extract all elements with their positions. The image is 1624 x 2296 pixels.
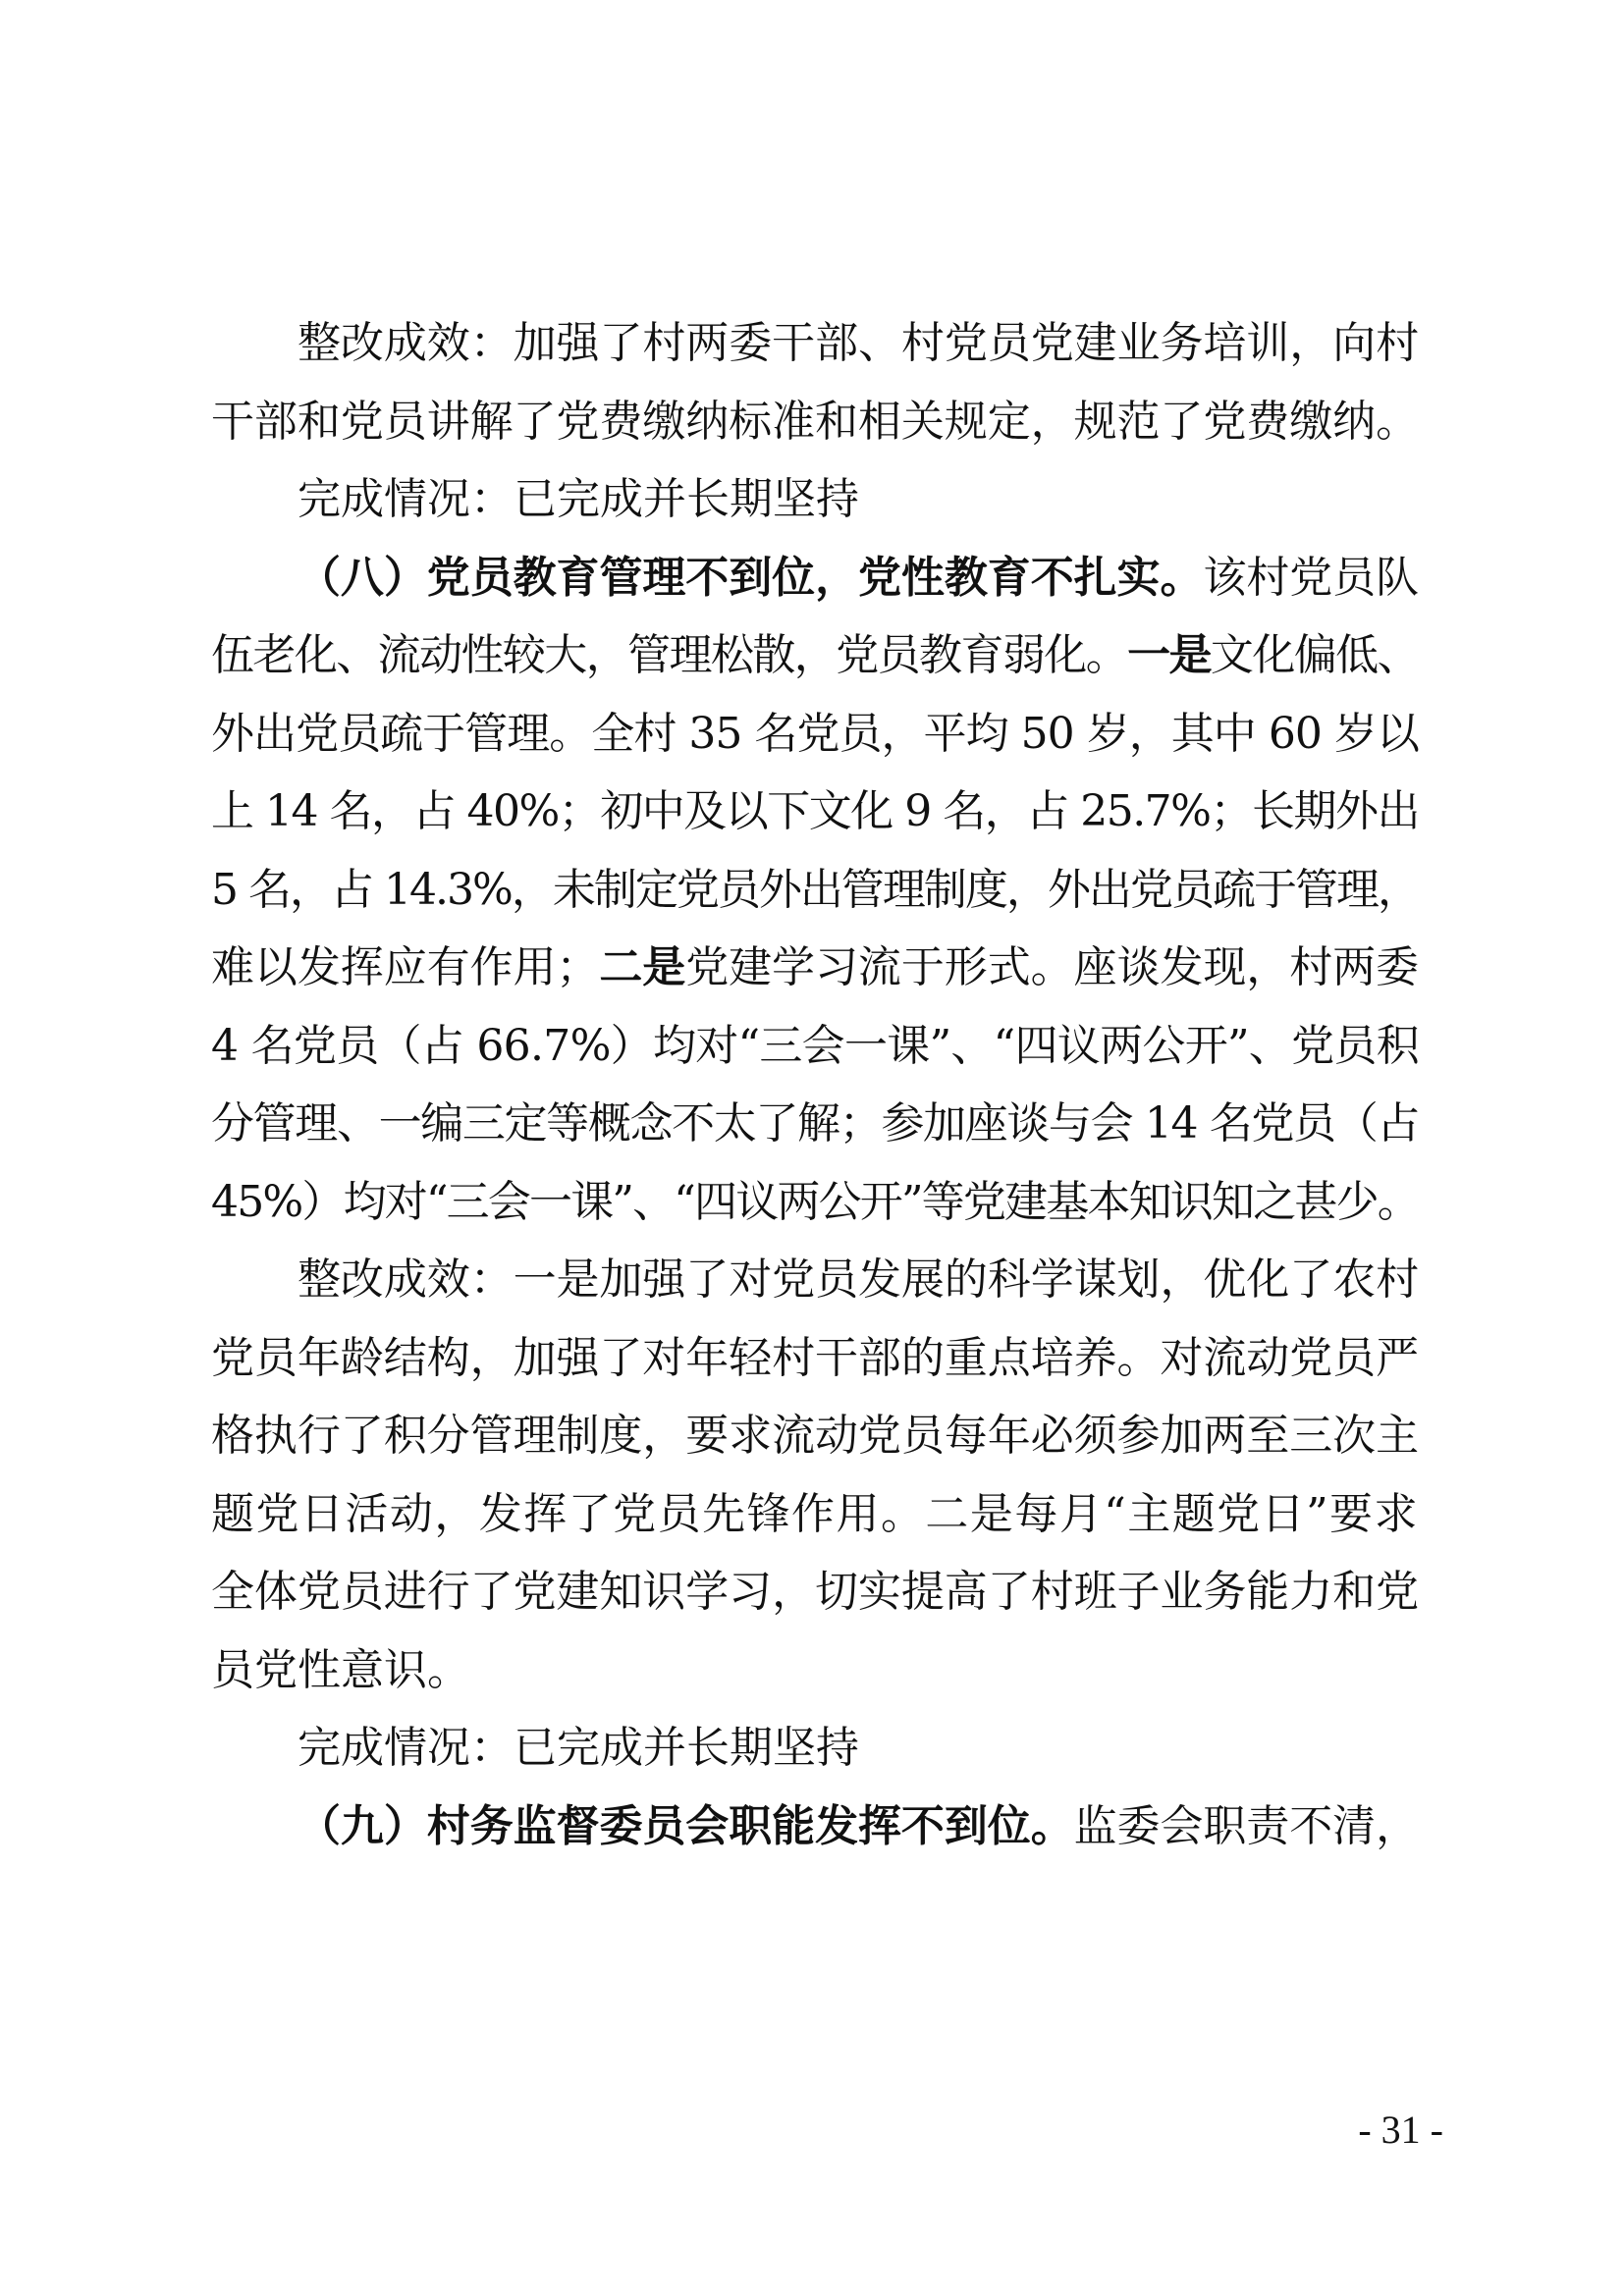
text-segment: 文化偏低、 (1210, 630, 1419, 680)
text-segment: 上 14 名，占 40%；初中及以下文化 9 名，占 25.7%；长期外出 (211, 786, 1419, 836)
text-line (0, 304, 1624, 383)
text-segment: 监委会职责不清， (1073, 1800, 1419, 1851)
text-segment: 伍老化、流动性较大，管理松散，党员教育弱化。 (211, 630, 1128, 680)
text-line (0, 851, 1624, 930)
text-line (0, 1631, 1624, 1710)
bold-text-segment: 一是 (1127, 630, 1211, 680)
text-segment: 干部和党员讲解了党费缴纳标准和相关规定，规范了党费缴纳。 (211, 396, 1419, 447)
text-line (0, 1241, 1624, 1319)
text-segment: 完成情况：已完成并长期坚持 (298, 1723, 859, 1773)
text-line (0, 1553, 1624, 1631)
text-segment: 分管理、一编三定等概念不太了解；参加座谈与会 14 名党员（占 (211, 1098, 1419, 1148)
bold-text-segment: （九）村务监督委员会职能发挥不到位。 (298, 1800, 1074, 1851)
page-number: - 31 - (1358, 2108, 1443, 2152)
text-line (0, 1163, 1624, 1242)
text-line (0, 383, 1624, 461)
text-segment: 员党性意识。 (211, 1644, 470, 1695)
text-line (0, 616, 1624, 695)
text-segment: 整改成效：加强了村两委干部、村党员党建业务培训，向村 (298, 318, 1419, 368)
bold-text-segment: （八）党员教育管理不到位，党性教育不扎实。 (298, 552, 1204, 603)
text-line (0, 1085, 1624, 1163)
text-line (0, 1475, 1624, 1554)
text-line (0, 1007, 1624, 1086)
text-line (0, 1397, 1624, 1475)
text-line (0, 929, 1624, 1007)
text-line (0, 460, 1624, 539)
text-segment: 难以发挥应有作用； (211, 942, 600, 992)
text-segment: 党建学习流于形式。座谈发现，村两委 (685, 942, 1419, 992)
text-line (0, 695, 1624, 774)
text-line (0, 1788, 1624, 1866)
text-segment: 外出党员疏于管理。全村 35 名党员，平均 50 岁，其中 60 岁以 (211, 708, 1419, 759)
bold-text-segment: 二是 (599, 942, 686, 992)
text-line (0, 773, 1624, 851)
text-segment: 全体党员进行了党建知识学习，切实提高了村班子业务能力和党 (211, 1567, 1419, 1617)
text-segment: 整改成效：一是加强了对党员发展的科学谋划，优化了农村 (298, 1255, 1419, 1305)
text-line (0, 1319, 1624, 1398)
text-segment: 题党日活动，发挥了党员先锋作用。二是每月“主题党日”要求 (211, 1488, 1419, 1539)
text-segment: 4 名党员（占 66.7%）均对“三会一课”、“四议两公开”、党员积 (211, 1020, 1420, 1071)
text-segment: 格执行了积分管理制度，要求流动党员每年必须参加两至三次主 (211, 1411, 1419, 1461)
text-segment: 45%）均对“三会一课”、“四议两公开”等党建基本知识知之甚少。 (211, 1176, 1419, 1227)
text-segment: 完成情况：已完成并长期坚持 (298, 474, 859, 524)
text-segment: 该村党员队 (1203, 552, 1419, 603)
text-line (0, 539, 1624, 617)
text-segment: 5 名，占 14.3%，未制定党员外出管理制度，外出党员疏于管理， (211, 864, 1419, 915)
text-segment: 党员年龄结构，加强了对年轻村干部的重点培养。对流动党员严 (211, 1332, 1419, 1383)
text-line (0, 1709, 1624, 1788)
